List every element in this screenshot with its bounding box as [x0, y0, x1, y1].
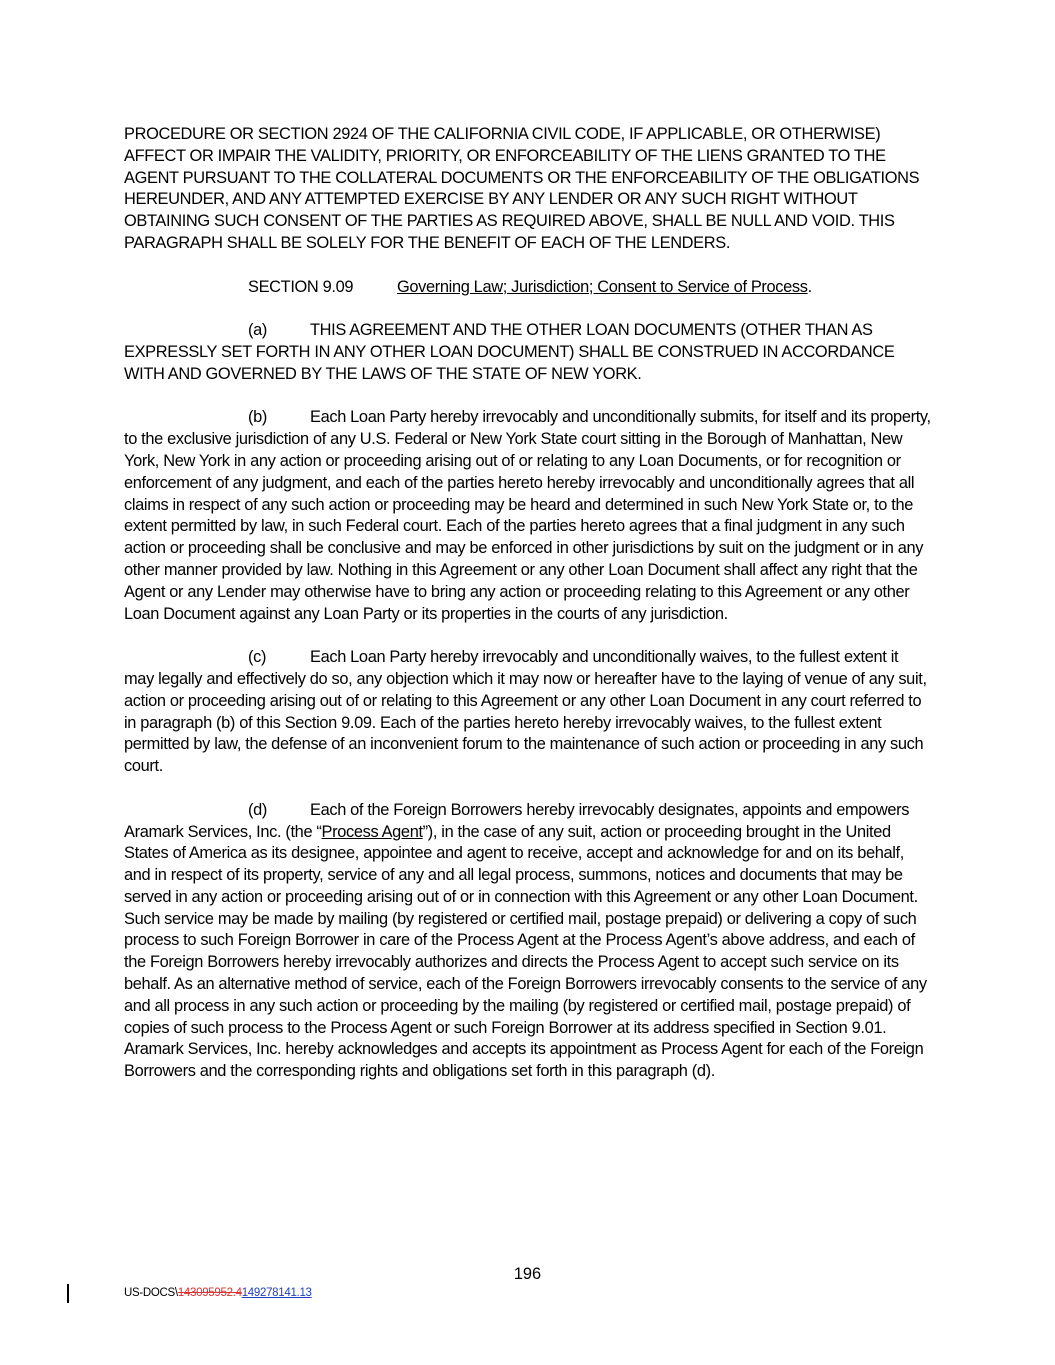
page-number: 196	[513, 1265, 542, 1283]
paragraph-c-text: Each Loan Party hereby irrevocably and unconditionally waives, to the fullest extent it may legally and effectively do so, any objection which it may now or hereafter have to the laying of venue of any suit, action or proceeding arising out of or relating to this Agreement or any other Loan Document in any court referred to in paragraph (b) of this Section 9.09. Each of the parties hereto hereby irrevocably waives, to the fullest extent permitted by law, the defense of an inconvenient forum to the maintenance of such action or proceeding in any such court.	[124, 648, 927, 776]
paragraph-a-label: (a)	[248, 321, 267, 340]
section-title-period: .	[807, 277, 812, 296]
deleted-doc-id: 143095952.4	[177, 1287, 242, 1299]
paragraph-c-label: (c)	[248, 648, 267, 667]
paragraph-b-text: Each Loan Party hereby irrevocably and unconditionally submits, for itself and its property, to the exclusive jurisdiction of any U.S. Federal or New York State court sitting in the Borough of Manhattan, New York, New York in any action or proceeding arising out of or relating to any Loan Documents, or for recognition or enforcement of any judgment, and each of the parties hereto hereby irrevocably and unconditionally agrees that all claims in respect of any such action or proceeding may be heard and determined in such New York State or, to the extent permitted by law, in such Federal court. Each of the parties hereto agrees that a final judgment in any such action or proceeding shall be conclusive and may be enforced in other jurisdictions by suit on the judgment or in any other manner provided by law. Nothing in this Agreement or any other Loan Document shall affect any right that the Agent or any Lender may otherwise have to bring any action or proceeding relating to this Agreement or any other Loan Document against any Loan Party or its properties in the courts of any jurisdiction.	[124, 408, 931, 623]
paragraph-d	[124, 800, 932, 1083]
paragraph-a	[124, 320, 932, 385]
process-agent-term: Process Agent	[321, 822, 423, 841]
paragraph-d-label: (d)	[248, 800, 267, 819]
paragraph-d-text-after: ”), in the case of any suit, action or proceeding brought in the United States of America as its designee, appointee and agent to receive, accept and acknowledge for and on its behalf, and in respect of its property, service of any and all legal process, summons, notices and documents that may be served in any action or proceeding arising out of or in connection with this Agreement or any other Loan Document. Such service may be made by mailing (by registered or certified mail, postage prepaid) or delivering a copy of such process to such Foreign Borrower in care of the Process Agent at the Process Agent’s above address, and each of the Foreign Borrowers hereby irrevocably authorizes and directs the Process Agent to accept such service on its behalf. As an alternative method of service, each of the Foreign Borrowers irrevocably consents to the service of any and all process in any such action or proceeding by the mailing (by registered or certified mail, postage prepaid) of copies of such process to the Process Agent or such Foreign Borrower at its address specified in Section 9.01. Aramark Services, Inc. hereby acknowledges and accepts its appointment as Process Agent for each of the Foreign Borrowers and the corresponding rights and obligations set forth in this paragraph (d).	[124, 822, 927, 1081]
intro-paragraph: PROCEDURE OR SECTION 2924 OF THE CALIFORNIA CIVIL CODE, IF APPLICABLE, OR OTHERWISE) AFFECT OR IMPAIR THE VALIDITY, PRIORITY, OR ENFORCEABILITY OF THE LIENS GRANTED TO THE AGENT PURSUANT TO THE COLLATERAL DOCUMENTS OR THE ENFORCEABILITY OF THE OBLIGATIONS HEREUNDER, AND ANY ATTEMPTED EXERCISE BY ANY LENDER OR ANY SUCH RIGHT WITHOUT OBTAINING SUCH CONSENT OF THE PARTIES AS REQUIRED ABOVE, SHALL BE NULL AND VOID. THIS PARAGRAPH SHALL BE SOLELY FOR THE BENEFIT OF EACH OF THE LENDERS.	[124, 125, 920, 252]
section-heading	[124, 277, 932, 299]
paragraph-c	[124, 647, 932, 778]
section-number: SECTION 9.09	[248, 277, 354, 296]
paragraph-a-text: THIS AGREEMENT AND THE OTHER LOAN DOCUMENTS (OTHER THAN AS EXPRESSLY SET FORTH IN ANY OTHER LOAN DOCUMENT) SHALL BE CONSTRUED IN ACCORDANCE WITH AND GOVERNED BY THE LAWS OF THE STATE OF NEW YORK.	[124, 321, 895, 383]
page-body	[124, 124, 932, 1105]
paragraph-b	[124, 407, 932, 625]
change-bar	[67, 1284, 69, 1303]
document-id-footer	[124, 1287, 312, 1299]
inserted-doc-id: 149278141.13	[241, 1287, 312, 1299]
footer-prefix: US-DOCS\	[124, 1287, 178, 1299]
paragraph-b-label: (b)	[248, 408, 267, 427]
section-title: Governing Law; Jurisdiction; Consent to Service of Process	[397, 277, 808, 296]
paragraph-d-text-before: Each of the Foreign Borrowers hereby irrevocably designates, appoints and empowers Aramark Services, Inc. (the “	[124, 800, 910, 841]
